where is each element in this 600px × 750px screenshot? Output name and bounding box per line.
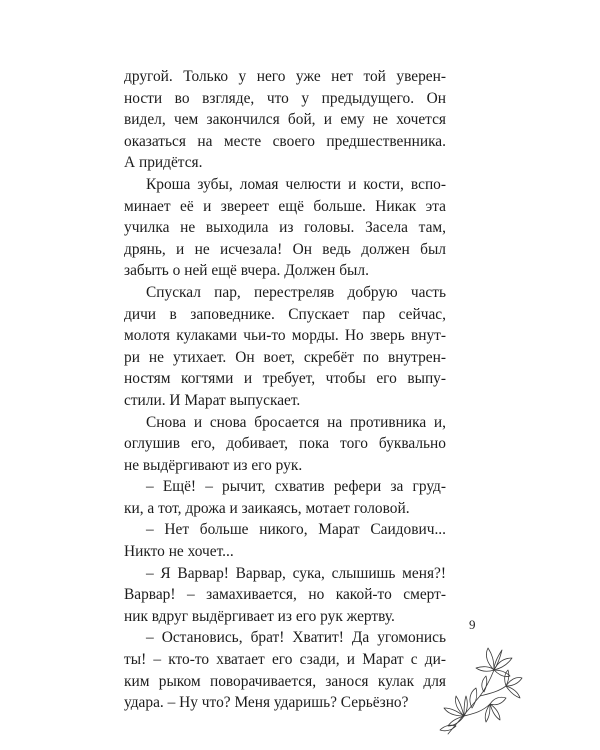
text-line: оглушив его, добивает, пока того буквально <box>124 435 446 453</box>
text-line: минает её и звереет ещё больше. Никак эта <box>124 197 446 215</box>
text-line: дичи в заповеднике. Спускает пар сейчас, <box>124 305 446 323</box>
text-line: ник вдруг выдёргивает из его рук жертву. <box>124 607 395 625</box>
text-line: Никто не хочет... <box>124 543 234 561</box>
text-line: ки, а тот, дрожа и заикаясь, мотает головой. <box>124 499 410 517</box>
text-line: дрянь, и не исчезала! Он ведь должен был <box>124 240 446 258</box>
text-line: – Я Варвар! Варвар, сука, слышишь меня?! <box>146 564 446 582</box>
text-line: ты! – кто-то хватает его сзади, и Марат с ди- <box>124 651 446 669</box>
text-line: – Остановись, брат! Хватит! Да угомонись <box>146 629 446 647</box>
text-line: Варвар! – замахивается, но какой-то смерт- <box>124 586 446 604</box>
paragraph <box>124 563 446 628</box>
text-line: другой. Только у него уже нет той уверен- <box>124 68 446 85</box>
paragraph <box>124 412 446 477</box>
text-line: удара. – Ну что? Меня ударишь? Серьёзно? <box>124 694 409 712</box>
text-line: не выдёргивают из его рук. <box>124 456 303 474</box>
text-line: молотя кулаками чьи-то морды. Но зверь внут- <box>124 327 446 345</box>
page-number: 9 <box>469 617 476 632</box>
body-text <box>124 66 446 714</box>
paragraph <box>124 66 446 174</box>
paragraph <box>124 476 446 519</box>
paragraph <box>124 519 446 562</box>
text-line: Спускал пар, перестреляв добрую часть <box>146 283 446 301</box>
text-line: ким рыком поворачивается, занося кулак для <box>124 672 446 690</box>
text-line: ности во взгляде, что у предыдущего. Он <box>124 89 446 107</box>
text-line: видел, чем закончился бой, и ему не хочется <box>124 111 446 129</box>
paragraph <box>124 627 446 713</box>
text-line: Снова и снова бросается на противника и, <box>146 413 446 431</box>
text-line: – Ещё! – рычит, схватив рефери за груд- <box>146 478 446 496</box>
text-line: Кроша зубы, ломая челюсти и кости, вспо- <box>146 175 446 193</box>
paragraph <box>124 282 446 412</box>
text-line: ри не утихает. Он воет, скребёт по внутрен- <box>124 348 446 366</box>
text-line: ностям когтями и требует, чтобы его выпу- <box>124 370 446 388</box>
text-line: оказаться на месте своего предшественника. <box>124 132 446 150</box>
text-line: А придётся. <box>124 154 203 172</box>
text-line: – Нет больше никого, Марат Саидович... <box>146 521 446 539</box>
text-line: училка не выходила из головы. Засела там, <box>124 219 446 237</box>
flower-sketch-icon <box>428 630 528 738</box>
paragraph <box>124 174 446 282</box>
text-line: стили. И Марат выпускает. <box>124 391 301 409</box>
text-line: забыть о ней ещё вчера. Должен был. <box>124 262 369 280</box>
